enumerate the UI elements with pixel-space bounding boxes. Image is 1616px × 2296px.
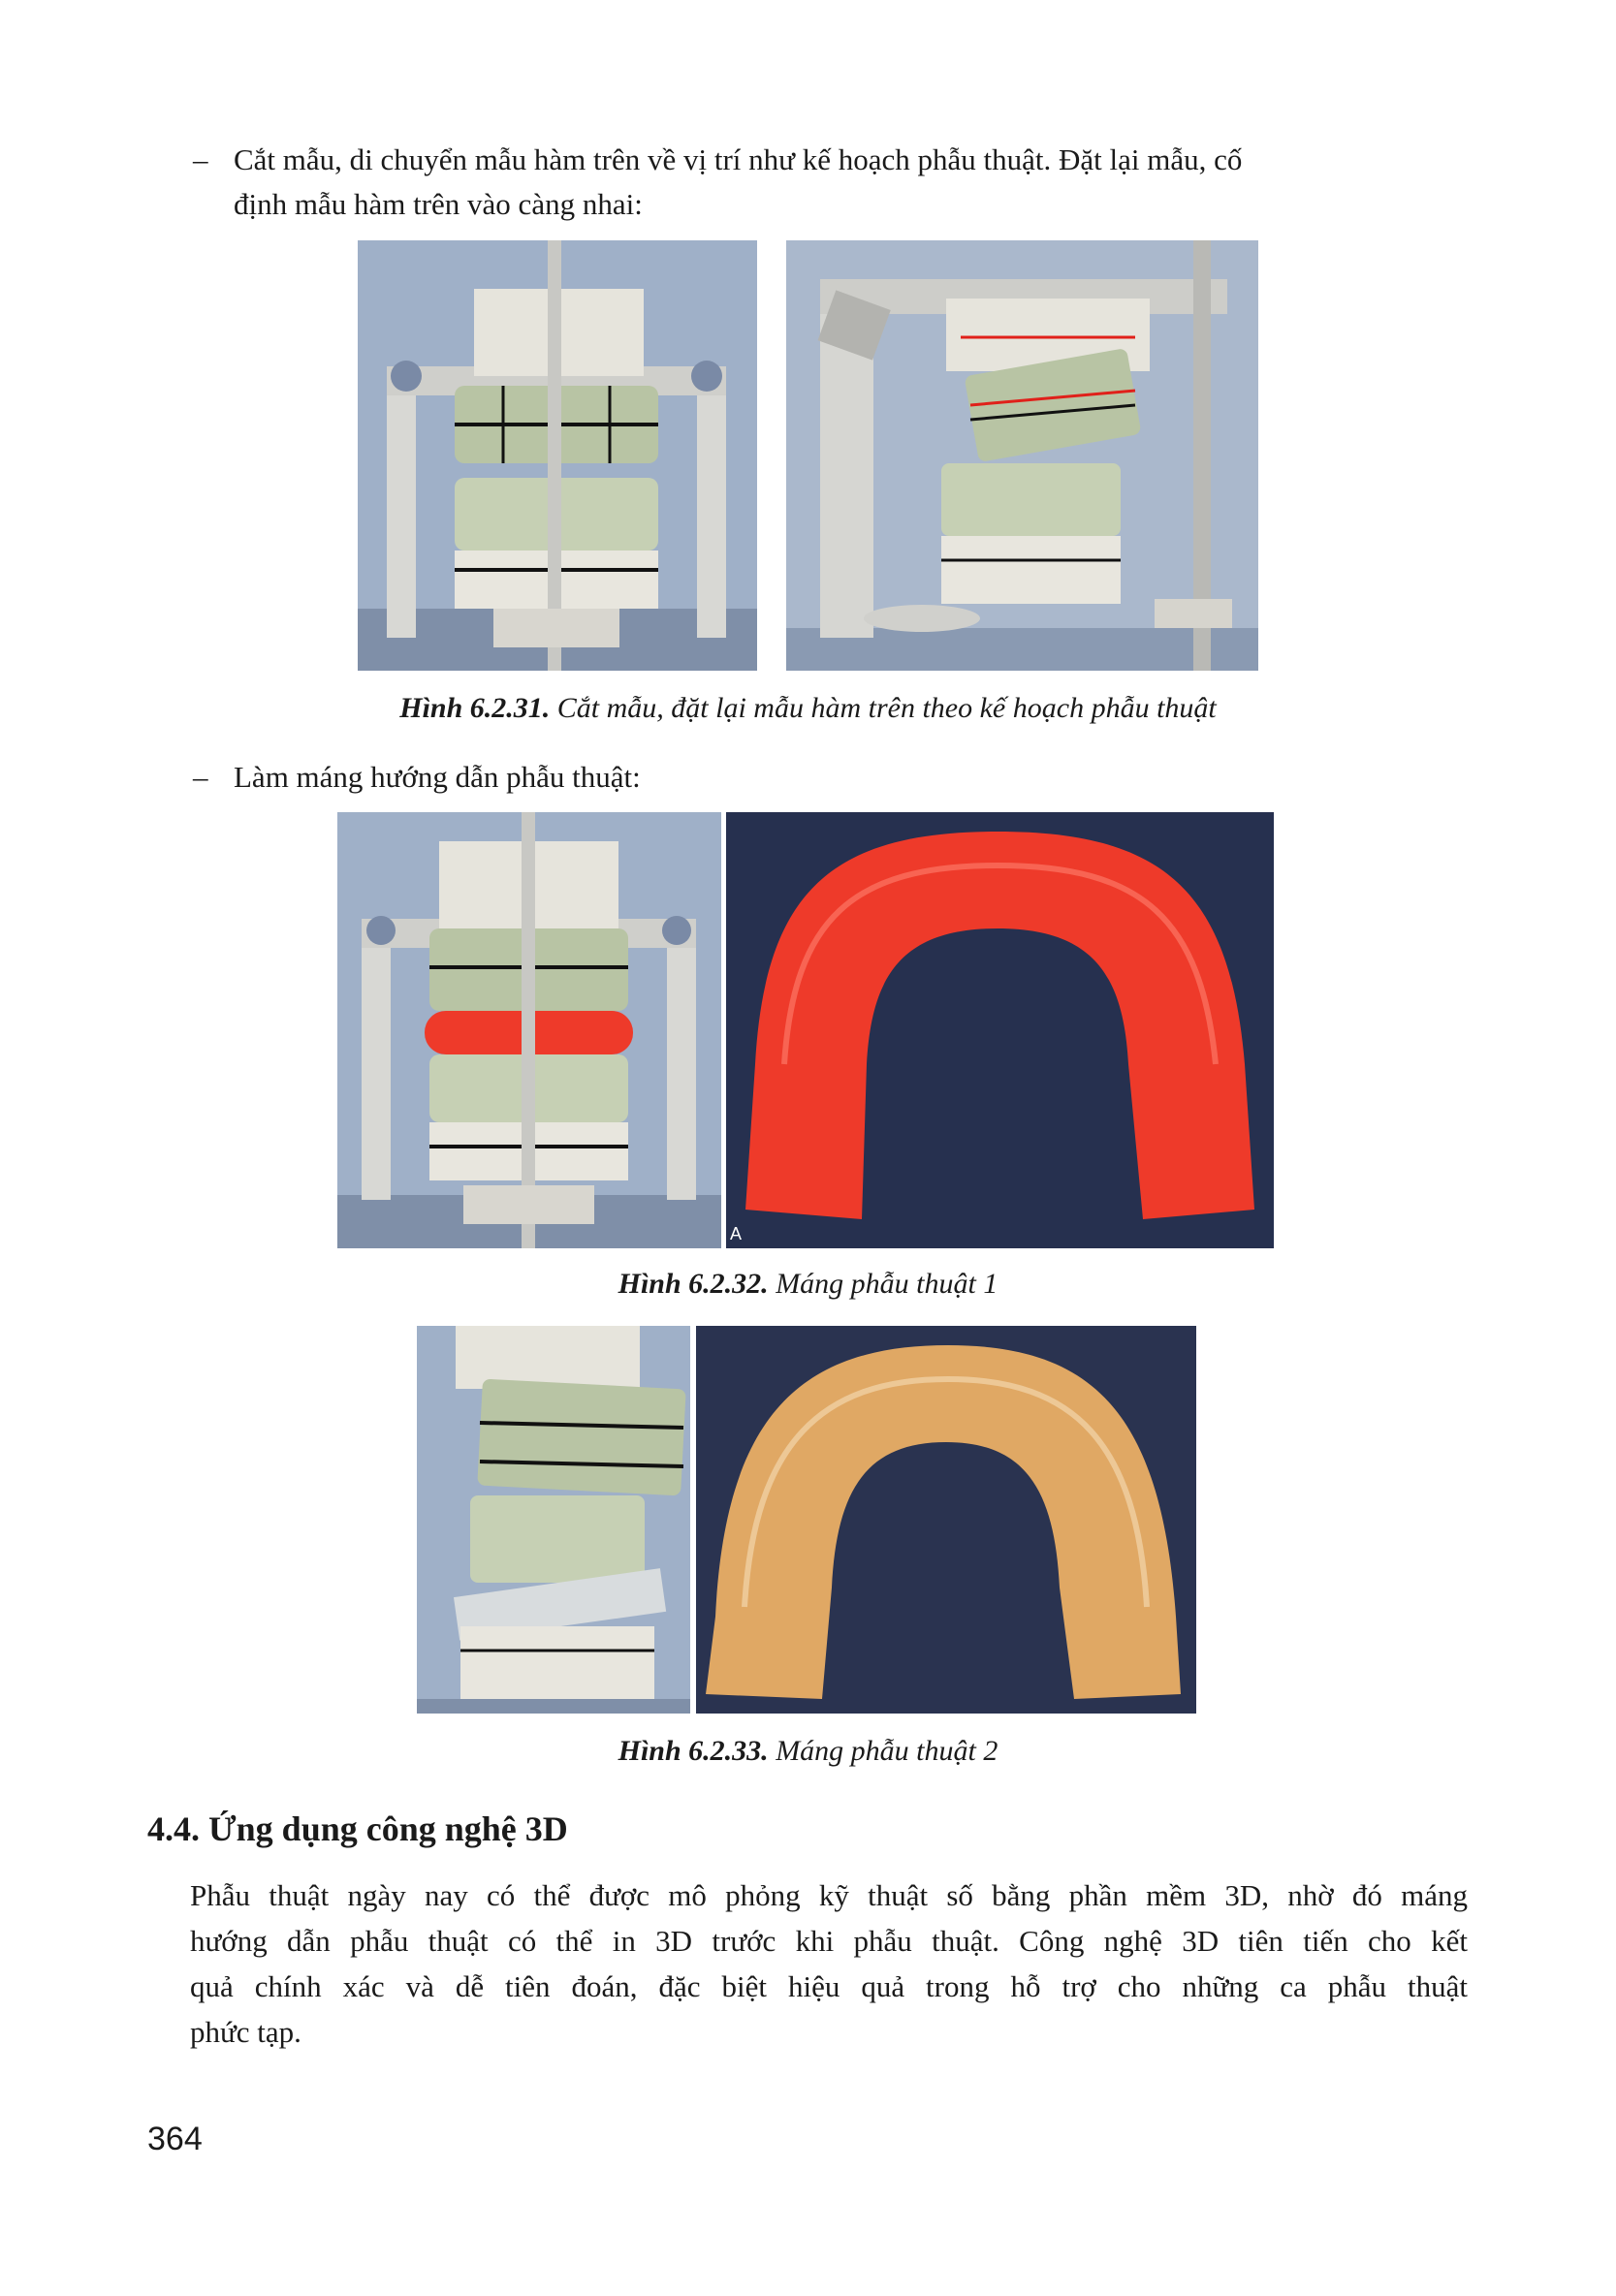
photo-red-splint <box>726 812 1274 1248</box>
paragraph-line: quả chính xác và dễ tiên đoán, đặc biệt hiệu quả trong hỗ trợ cho những ca phẫu thuật <box>190 1969 1468 2003</box>
paragraph-line: phức tạp. <box>190 2015 301 2049</box>
bullet-text-line-1: Làm máng hướng dẫn phẫu thuật: <box>234 760 641 794</box>
figure-caption-6-2-32 <box>0 1268 1616 1301</box>
bullet-item-cut-cast <box>193 138 1473 227</box>
figure-label: Hình 6.2.31. <box>399 692 551 724</box>
photo-articulator-red-splint <box>337 812 721 1248</box>
bullet-text-line-1: Cắt mẫu, di chuyển mẫu hàm trên về vị trí như kế hoạch phẫu thuật. Đặt lại mẫu, cố <box>234 142 1243 176</box>
bullet-text-line-2: định mẫu hàm trên vào càng nhai: <box>234 187 643 221</box>
photo-letter: A <box>730 1224 743 1243</box>
figure-label: Hình 6.2.33. <box>618 1735 769 1767</box>
photo-clear-splint <box>696 1326 1196 1714</box>
paragraph-line: Phẫu thuật ngày nay có thể được mô phỏng kỹ thuật số bằng phần mềm 3D, nhờ đó máng <box>190 1878 1468 1912</box>
figure-caption-6-2-31 <box>0 692 1616 725</box>
bullet-item-guide-splint <box>193 755 1473 800</box>
bullet-dash: – <box>193 760 208 794</box>
photo-articulator-clear-splint <box>417 1326 690 1714</box>
photo-articulator-front <box>358 240 757 671</box>
bullet-dash: – <box>193 142 208 176</box>
figure-caption-text: Cắt mẫu, đặt lại mẫu hàm trên theo kế hoạch phẫu thuật <box>550 692 1217 724</box>
figure-caption-6-2-33 <box>0 1735 1616 1768</box>
figure-caption-text: Máng phẫu thuật 1 <box>768 1268 998 1300</box>
photo-articulator-side <box>786 240 1258 671</box>
figure-caption-text: Máng phẫu thuật 2 <box>768 1735 998 1767</box>
section-heading: 4.4. Ứng dụng công nghệ 3D <box>147 1809 568 1848</box>
page-number: 364 <box>147 2121 203 2157</box>
paragraph-line: hướng dẫn phẫu thuật có thể in 3D trước khi phẫu thuật. Công nghệ 3D tiên tiến cho kết <box>190 1924 1468 1958</box>
figure-label: Hình 6.2.32. <box>618 1268 769 1300</box>
section-paragraph <box>190 1872 1468 2055</box>
